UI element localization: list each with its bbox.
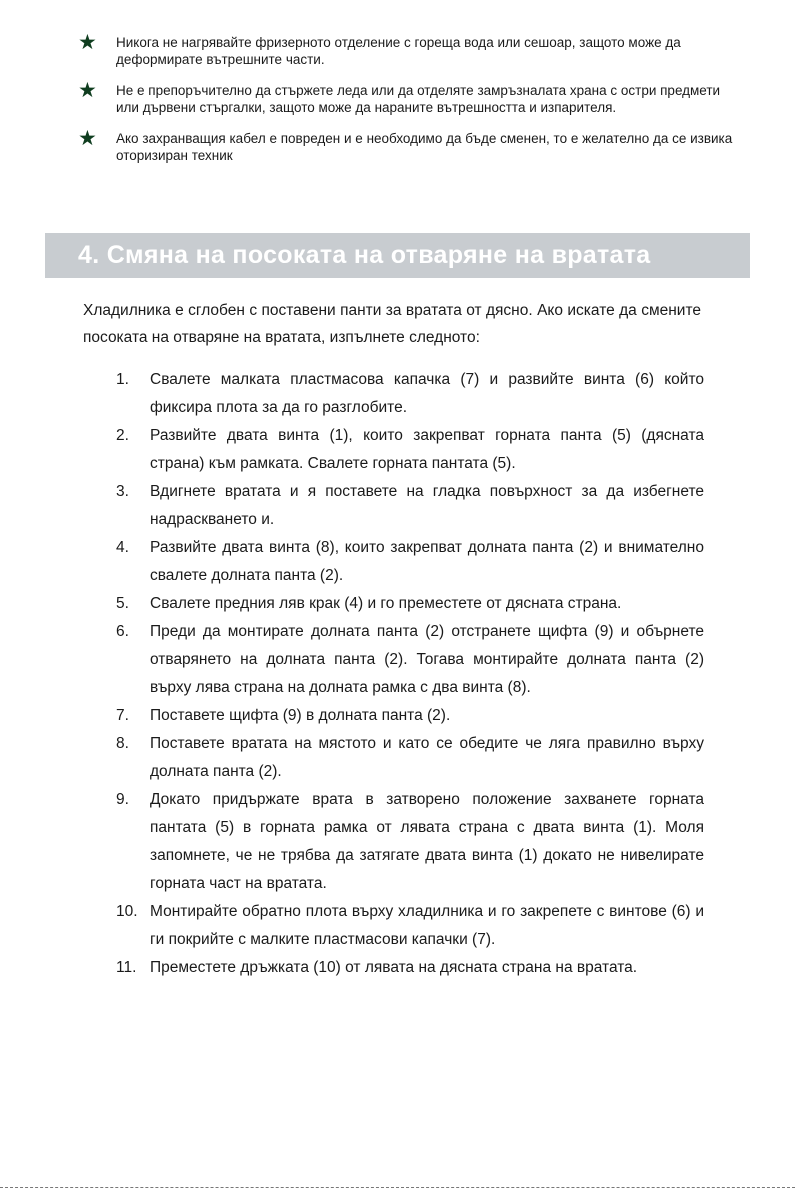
warning-note xyxy=(78,79,743,116)
step-number: 8. xyxy=(116,735,129,752)
step-text: Развийте двата винта (8), които закрепват долната панта (2) и внимателно свалете долната панта (2). xyxy=(150,539,704,584)
step-text: Поставете щифта (9) в долната панта (2). xyxy=(150,707,451,724)
step-number: 11. xyxy=(116,959,137,976)
step-text: Свалете малката пластмасова капачка (7) и развийте винта (6) който фиксира плота за да го разглобите. xyxy=(150,371,704,416)
warning-note-text: Не е препоръчително да стържете леда или да отделяте замръзналата храна с остри предмети или дървени стъргалки, защото може да нараните вътрешността и изпарителя. xyxy=(116,83,721,115)
step-text: Поставете вратата на мястото и като се обедите че ляга правилно върху долната панта (2). xyxy=(150,735,704,780)
step-number: 7. xyxy=(116,707,129,724)
list-item xyxy=(116,898,704,954)
steps-list xyxy=(116,366,704,982)
list-item xyxy=(116,730,704,786)
page-bottom-divider xyxy=(0,1187,795,1188)
list-item xyxy=(116,954,704,982)
warning-notes xyxy=(78,31,743,178)
step-number: 5. xyxy=(116,595,129,612)
step-text: Преди да монтирате долната панта (2) отстранете щифта (9) и обърнете отварянето на долната панта (2). Тогава монтирайте долната панта (2) върху лява страна на долната рамка с два винта (8). xyxy=(150,623,704,696)
list-item xyxy=(116,590,704,618)
star-icon: ★ xyxy=(78,31,97,54)
star-icon: ★ xyxy=(78,79,97,102)
intro-paragraph: Хладилника е сглобен с поставени панти за вратата от дясно. Ако искате да смените посоката на отваряне на вратата, изпълнете следното: xyxy=(83,302,701,346)
step-number: 6. xyxy=(116,623,129,640)
list-item xyxy=(116,534,704,590)
step-number: 4. xyxy=(116,539,129,556)
warning-note xyxy=(78,127,743,164)
step-text: Монтирайте обратно плота върху хладилника и го закрепете с винтове (6) и ги покрийте с малките пластмасови капачки (7). xyxy=(150,903,704,948)
list-item xyxy=(116,366,704,422)
step-number: 9. xyxy=(116,791,129,808)
section-header xyxy=(45,233,750,278)
step-text: Докато придържате врата в затворено положение захванете горната пантата (5) в горната рамка от лявата страна с двата винта (1). Моля запомнете, че не трябва да затягате двата винта (1) докато не нивелирате горната част на вратата. xyxy=(150,791,704,892)
warning-note-text: Ако захранващия кабел е повреден и е необходимо да бъде сменен, то е желателно да се извика оторизиран техник xyxy=(116,131,733,163)
warning-note-text: Никога не нагрявайте фризерното отделение с гореща вода или сешоар, защото може да деформирате вътрешните части. xyxy=(116,35,681,67)
section-title: 4. Смяна на посоката на отваряне на вратата xyxy=(78,241,651,269)
list-item xyxy=(116,618,704,702)
step-text: Свалете предния ляв крак (4) и го преместете от дясната страна. xyxy=(150,595,622,612)
warning-note xyxy=(78,31,743,68)
step-number: 1. xyxy=(116,371,129,388)
list-item xyxy=(116,478,704,534)
step-text: Развийте двата винта (1), които закрепват горната панта (5) (дясната страна) към рамката. Свалете горната пантата (5). xyxy=(150,427,704,472)
step-number: 10. xyxy=(116,903,138,920)
step-text: Вдигнете вратата и я поставете на гладка повърхност за да избегнете надраскването и. xyxy=(150,483,704,528)
step-number: 2. xyxy=(116,427,129,444)
step-number: 3. xyxy=(116,483,129,500)
list-item xyxy=(116,786,704,898)
star-icon: ★ xyxy=(78,127,97,150)
step-text: Преместете дръжката (10) от лявата на дясната страна на вратата. xyxy=(150,959,638,976)
list-item xyxy=(116,702,704,730)
list-item xyxy=(116,422,704,478)
